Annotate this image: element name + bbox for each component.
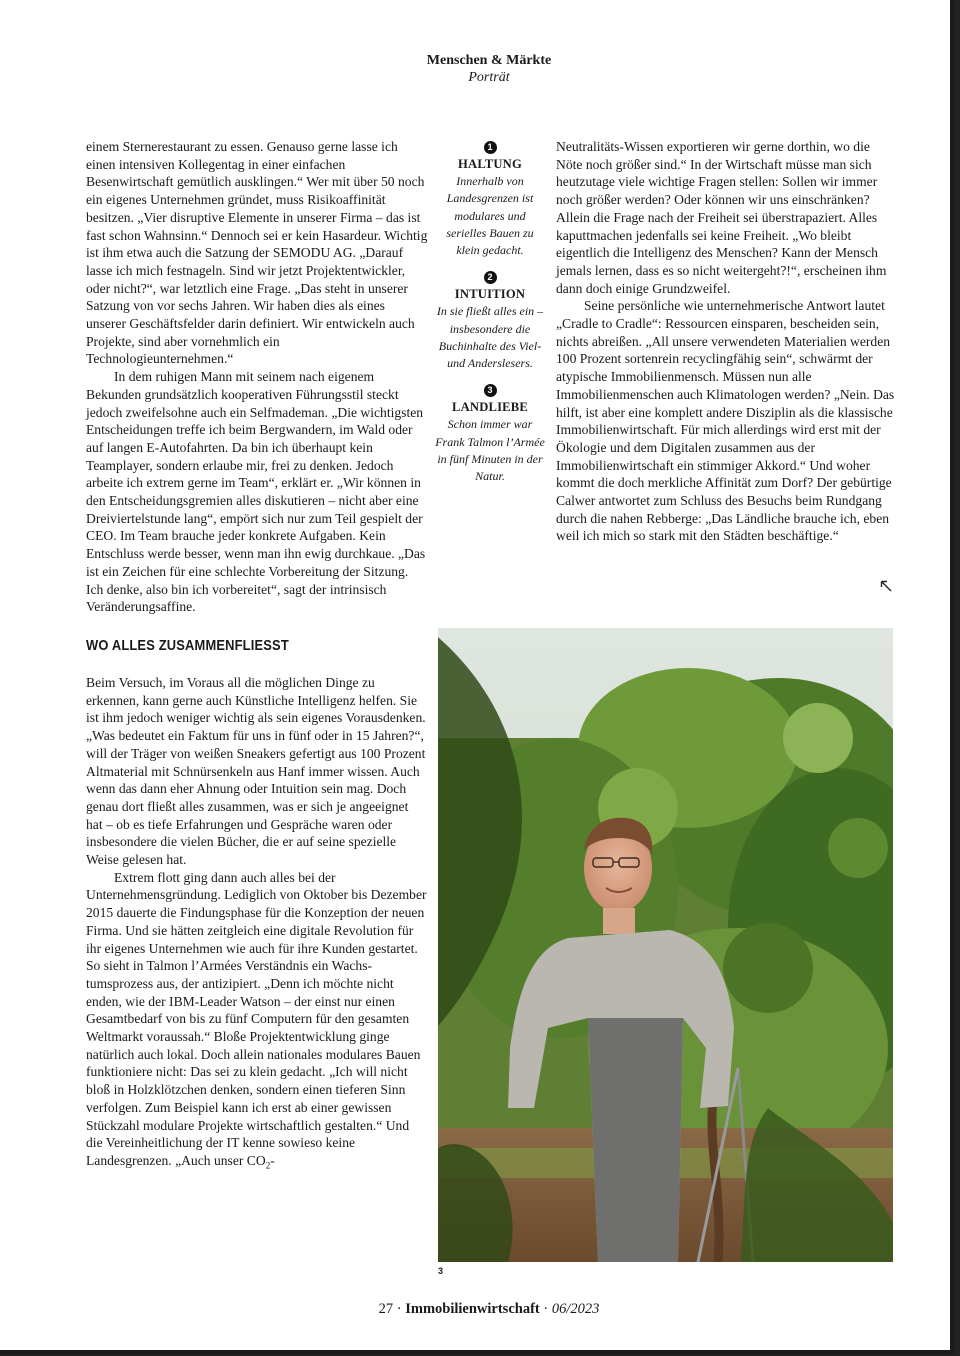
article-paragraph: einem Sternerestaurant zu essen. Genauso gerne lasse ich einen intensiven Kollegentag in einer einfachen Besenwirtschaft gemütlich ausklingen.“ Wer mit über 50 noch ein eigenes Unternehmen gründet, muss Risikoaffinität besitzen. „Vier disruptive Elemente in unserer Firma – das ist fast schon Wahnsinn.“ Dennoch sei er kein Hasardeur. Wichtig ist ihm etwa auch die Satzung der SEMODU AG. „Darauf lasse ich mich festnageln. Sind wir jetzt Projektentwickler, oder nicht?“, war letztlich eine Frage. „Das steht in unserer Satzung von vor sechs Jahren. Wir haben dies als eines unserer Geschäftsfelder darin definiert. Wir entwickeln auch Projekte, sind aber vornehmlich ein Technologieunternehmen.“: [86, 139, 428, 367]
number-badge-icon: 1: [484, 141, 497, 154]
key-point-text: In sie fließt alles ein – insbesondere die Buchinhalte des Viel- und Anderslesers.: [436, 304, 544, 371]
magazine-name: Immobilienwirtschaft: [405, 1301, 540, 1317]
key-point-2: [434, 268, 546, 372]
key-point-title: HALTUNG: [458, 157, 522, 171]
key-points-sidebar: [434, 138, 546, 494]
key-point-3: [434, 381, 546, 485]
issue-date: 06/2023: [551, 1301, 600, 1317]
article-paragraph: Beim Versuch, im Voraus all die möglichen Dinge zu erkennen, kann gerne auch Künstliche Intelligenz helfen. Sie ist ihm jedoch weniger wichtig als sein eigenes Vorausdenken. „Was bedeutet ein Faktum für uns in fünf oder in 15 Jahren?“, will der Träger von weißen Sneakers gefertigt aus 100 Prozent Altmaterial mit Schnürsenkeln aus Hanf immer wissen. Auch wenn das dann eher Ahnung oder Intuition sein mag. Doch genau dort fließt alles zusammen, was er sich je angeeignet hat – ob es tiefe Erfahrungen und Gespräche waren oder insbesondere die vielen Bücher, die er auf seine spezielle Weise gelesen hat.: [86, 674, 426, 868]
key-point-text: Schon immer war Frank Talmon l’Armée in fünf Minuten in der Natur.: [435, 417, 545, 484]
key-point-text: Innerhalb von Landesgrenzen ist modulares und serielles Bauen zu klein gedacht.: [446, 174, 534, 258]
article-paragraph: In dem ruhigen Mann mit seinem nach eigenem Bekunden grundsätzlich kooperativen Führungsstil steckt jedoch zweifelsohne auch ein Selfmademan. „Die wichtigsten Entscheidungen treffe ich beim Bergwandern, im Wald oder auf langen E-Autofahrten. Da bin ich überhaupt kein Teamplayer, sondern erlaube mir, frei zu denken. Jedoch arbeite ich extrem gerne im Team“, erklärt er. „Wir können in den Entscheidungsgremien alles diskutieren – nicht aber eine Dreiviertelstunde lang“, empört sich nur zum Teil gespielt der CEO. Im Team brauche jeder konkrete Aufgaben. Kein Entschluss werde besser, wenn man ihn ewig durchkaue. „Das ist ein Zeichen für eine schlechte Vorbereitung der Sitzung. Ich denke, also bin ich vorbereitet“, sagt der intrinsisch Veränderungsaffine.: [86, 369, 426, 615]
footer-separator: ·: [539, 1301, 552, 1317]
key-point-title: INTUITION: [454, 287, 526, 302]
article-paragraph: Neutralitäts-Wissen exportieren wir gerne dorthin, wo die Nöte noch größer sind.“ In der Wirtschaft müsse man sich heutzutage viele wichtige Fragen stellen: Sollen wir immer noch größer werden? Oder können wir uns einschränken? Allein die Frage nach der Freiheit sei überstrapaziert. Alles kaputtmachen jedenfalls sei keine Freiheit. „Wo bleibt eigentlich die Intelligenz des Menschen? Kann der Mensch jemals lernen, dass es so nicht weitergeht?!“, erscheinen ihm dann doch einige Grundzweifel.: [556, 139, 887, 296]
article-column-right: [556, 138, 896, 545]
page-number: 27: [378, 1301, 394, 1317]
number-badge-icon: 3: [484, 384, 497, 397]
article-column-left: [86, 138, 428, 1175]
end-mark-arrow-icon: [880, 580, 892, 592]
article-paragraph-text: Extrem flott ging dann auch alles bei der Unternehmensgründung. Lediglich von Oktober bis Dezember 2015 dauerte die Findungsphase für die Konzeption der neuen Firma. Und sie hätten zeitgleich eine digitale Revolution für ihr eigenes Unternehmen wie auch für ihre Kunden gestartet. So sieht in Talmon l’Armées Verständnis ein Wachstumsprozess aus, der antizipiert. „Denn ich möchte nicht enden, wie der IBM-Leader Watson – der einst nur einen Gesamtbedarf von bis zu fünf Computern für den gesamten Weltmarkt voraussah.“ Bloße Projektentwicklung ginge natürlich auch lokal. Doch allein nationales modulares Bauen funktioniere nicht: Das sei zu klein gedacht. „Ich will nicht bloß in Holzklötzchen denken, sondern einen tieferen Sinn verfolgen. Zum Beispiel kann ich erst ab einer gewissen Stückzahl modulare Projekte wirtschaftlich gestalten.“ Und die Vereinheitlichung der IT kenne sowieso keine Landesgrenzen. „Auch unser CO: [86, 869, 427, 1168]
co2-subscript: 2: [265, 1160, 271, 1171]
page-footer: [0, 1301, 960, 1318]
key-point-1: [434, 138, 546, 259]
article-paragraph: [86, 869, 428, 1176]
vineyard-portrait-illustration: [438, 628, 893, 1262]
section-title: Menschen & Märkte: [426, 53, 552, 68]
article-paragraph: Seine persönliche wie unternehmerische Antwort lautet „Cradle to Cradle“: Ressourcen einsparen, bescheiden sein, nichts abreißen. „All unsere verwendeten Materialien werden 100 Prozent sortenrein recyclingfähig sein“, schwärmt der atypische Immobilienmensch. Müssen nun alle Immobilienmenschen auch Klimatologen werden? „Nein. Das hilft, ist aber eine komplett andere Disziplin als die klassische Immobilienwirtschaft. Für mich allerdings wird erst mit der Ökologie und dem Digitalen zusammen aus der Immobilienwirtschaft ein stimmiger Akkord.“ Und woher kommt die doch merkliche Affinität zum Dorf? Der gebürtige Calwer antwortet zum Schluss des Besuchs beim Rundgang durch die nahen Rebberge: „Das Ländliche brauche ich, eben weil ich mich so stark mit den Städten beschäftige.“: [556, 298, 895, 544]
photo-caption-number: 3: [438, 1266, 444, 1276]
page-header: [0, 52, 960, 86]
footer-separator: ·: [393, 1301, 406, 1317]
section-subtitle: Porträt: [468, 70, 510, 85]
article-subheading: WO ALLES ZUSAMMENFLIESST: [86, 636, 289, 654]
portrait-photo: [438, 628, 893, 1262]
number-badge-icon: 2: [484, 271, 497, 284]
hyphen-tail: -: [270, 1152, 275, 1168]
key-point-title: LANDLIEBE: [452, 400, 528, 415]
